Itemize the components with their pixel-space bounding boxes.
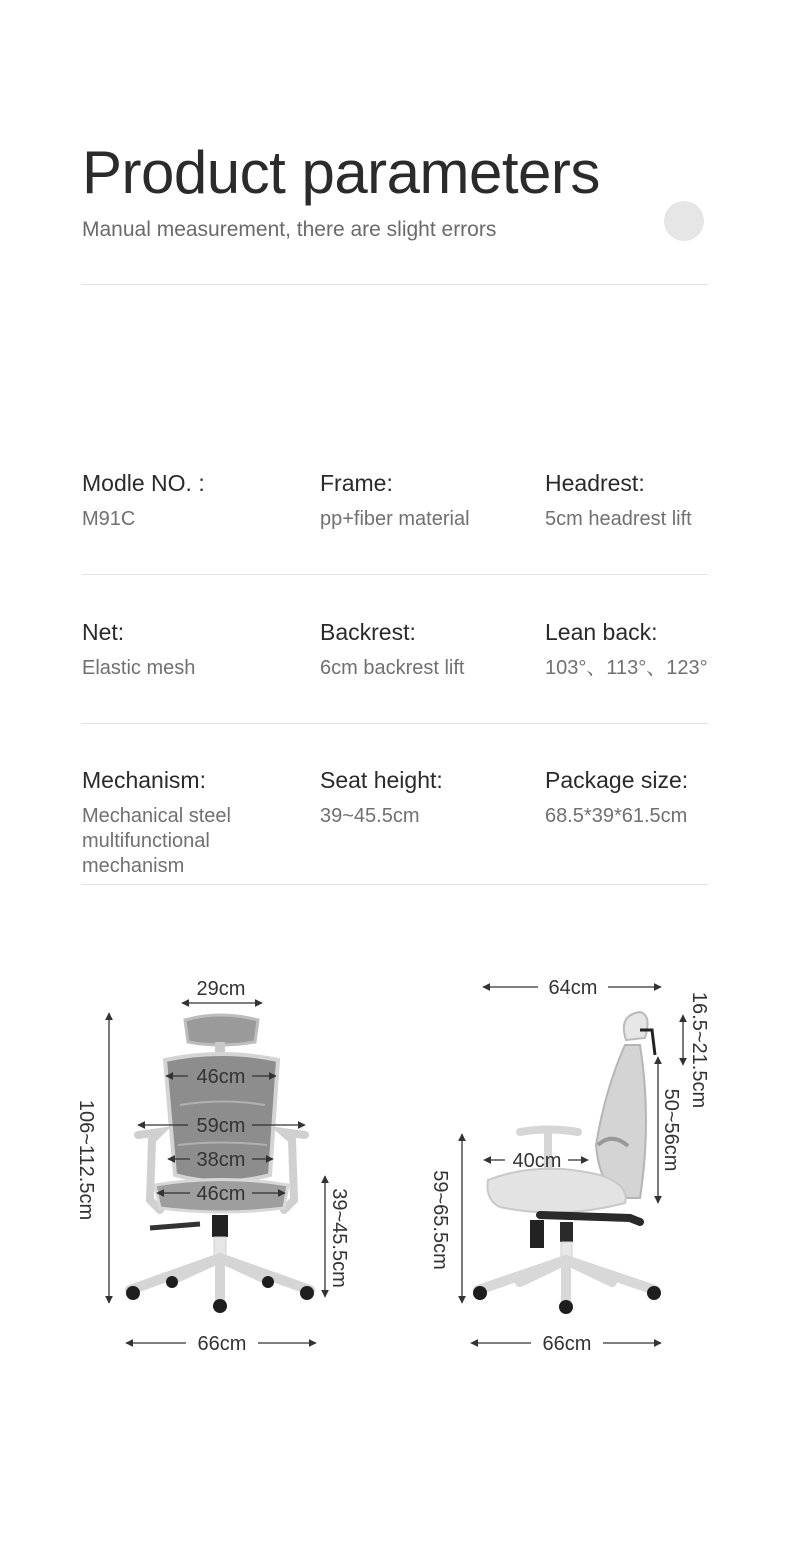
param-backrest <box>320 619 550 681</box>
param-value: M91C <box>82 508 136 530</box>
dim-backrest-width: 46cm <box>196 1066 246 1088</box>
dim-armrest-span: 59cm <box>196 1115 246 1137</box>
param-label: Mechanism: <box>82 767 206 793</box>
param-value: pp+fiber material <box>320 508 470 530</box>
param-label: Modle NO. : <box>82 470 205 496</box>
param-label: Headrest: <box>545 470 645 496</box>
dim-seat-height: 39~45.5cm <box>328 1188 350 1288</box>
param-label: Seat height: <box>320 767 443 793</box>
dim-side-base-width: 66cm <box>542 1333 592 1355</box>
dimension-diagrams <box>0 960 790 1380</box>
dim-depth: 64cm <box>548 977 598 999</box>
param-value-line: multifunctional <box>82 830 210 852</box>
param-value-line: Mechanical steel <box>82 805 231 827</box>
param-value: 39~45.5cm <box>320 805 420 827</box>
dim-seat-depth: 40cm <box>512 1150 562 1172</box>
param-model <box>82 470 312 532</box>
dim-lumbar-width: 38cm <box>196 1149 246 1171</box>
param-value: 5cm headrest lift <box>545 508 692 530</box>
param-value-line: mechanism <box>82 855 185 877</box>
param-net <box>82 619 312 681</box>
param-package-size <box>545 767 775 829</box>
decorative-dot <box>664 201 704 241</box>
divider <box>82 574 708 575</box>
divider <box>82 284 708 285</box>
param-value: Elastic mesh <box>82 657 196 679</box>
param-headrest <box>545 470 775 532</box>
divider <box>82 884 708 885</box>
param-label: Net: <box>82 619 125 645</box>
param-value <box>82 804 312 879</box>
param-lean-back <box>545 619 775 681</box>
dim-armrest-height: 59~65.5cm <box>429 1170 451 1270</box>
param-seat-height <box>320 767 550 829</box>
param-label: Frame: <box>320 470 393 496</box>
side-chair-illustration <box>473 1012 661 1314</box>
param-frame <box>320 470 550 532</box>
divider <box>82 723 708 724</box>
dim-headrest-lift: 16.5~21.5cm <box>688 991 710 1109</box>
param-value: 68.5*39*61.5cm <box>545 805 688 827</box>
dim-total-height: 106~112.5cm <box>75 1099 97 1221</box>
page-title: Product parameters <box>82 139 600 206</box>
dim-headrest-width: 29cm <box>196 978 246 1000</box>
chair-diagrams-svg <box>0 960 790 1380</box>
param-mechanism <box>82 767 312 879</box>
dim-backrest-height: 50~56cm <box>660 1088 682 1172</box>
param-value: 6cm backrest lift <box>320 657 465 679</box>
param-label: Lean back: <box>545 619 658 645</box>
page-subtitle: Manual measurement, there are slight errors <box>82 218 497 241</box>
param-value: 103°、113°、123° <box>545 657 708 679</box>
param-label: Backrest: <box>320 619 416 645</box>
dim-base-width: 66cm <box>197 1333 247 1355</box>
param-label: Package size: <box>545 767 689 793</box>
dim-seat-width: 46cm <box>196 1183 246 1205</box>
